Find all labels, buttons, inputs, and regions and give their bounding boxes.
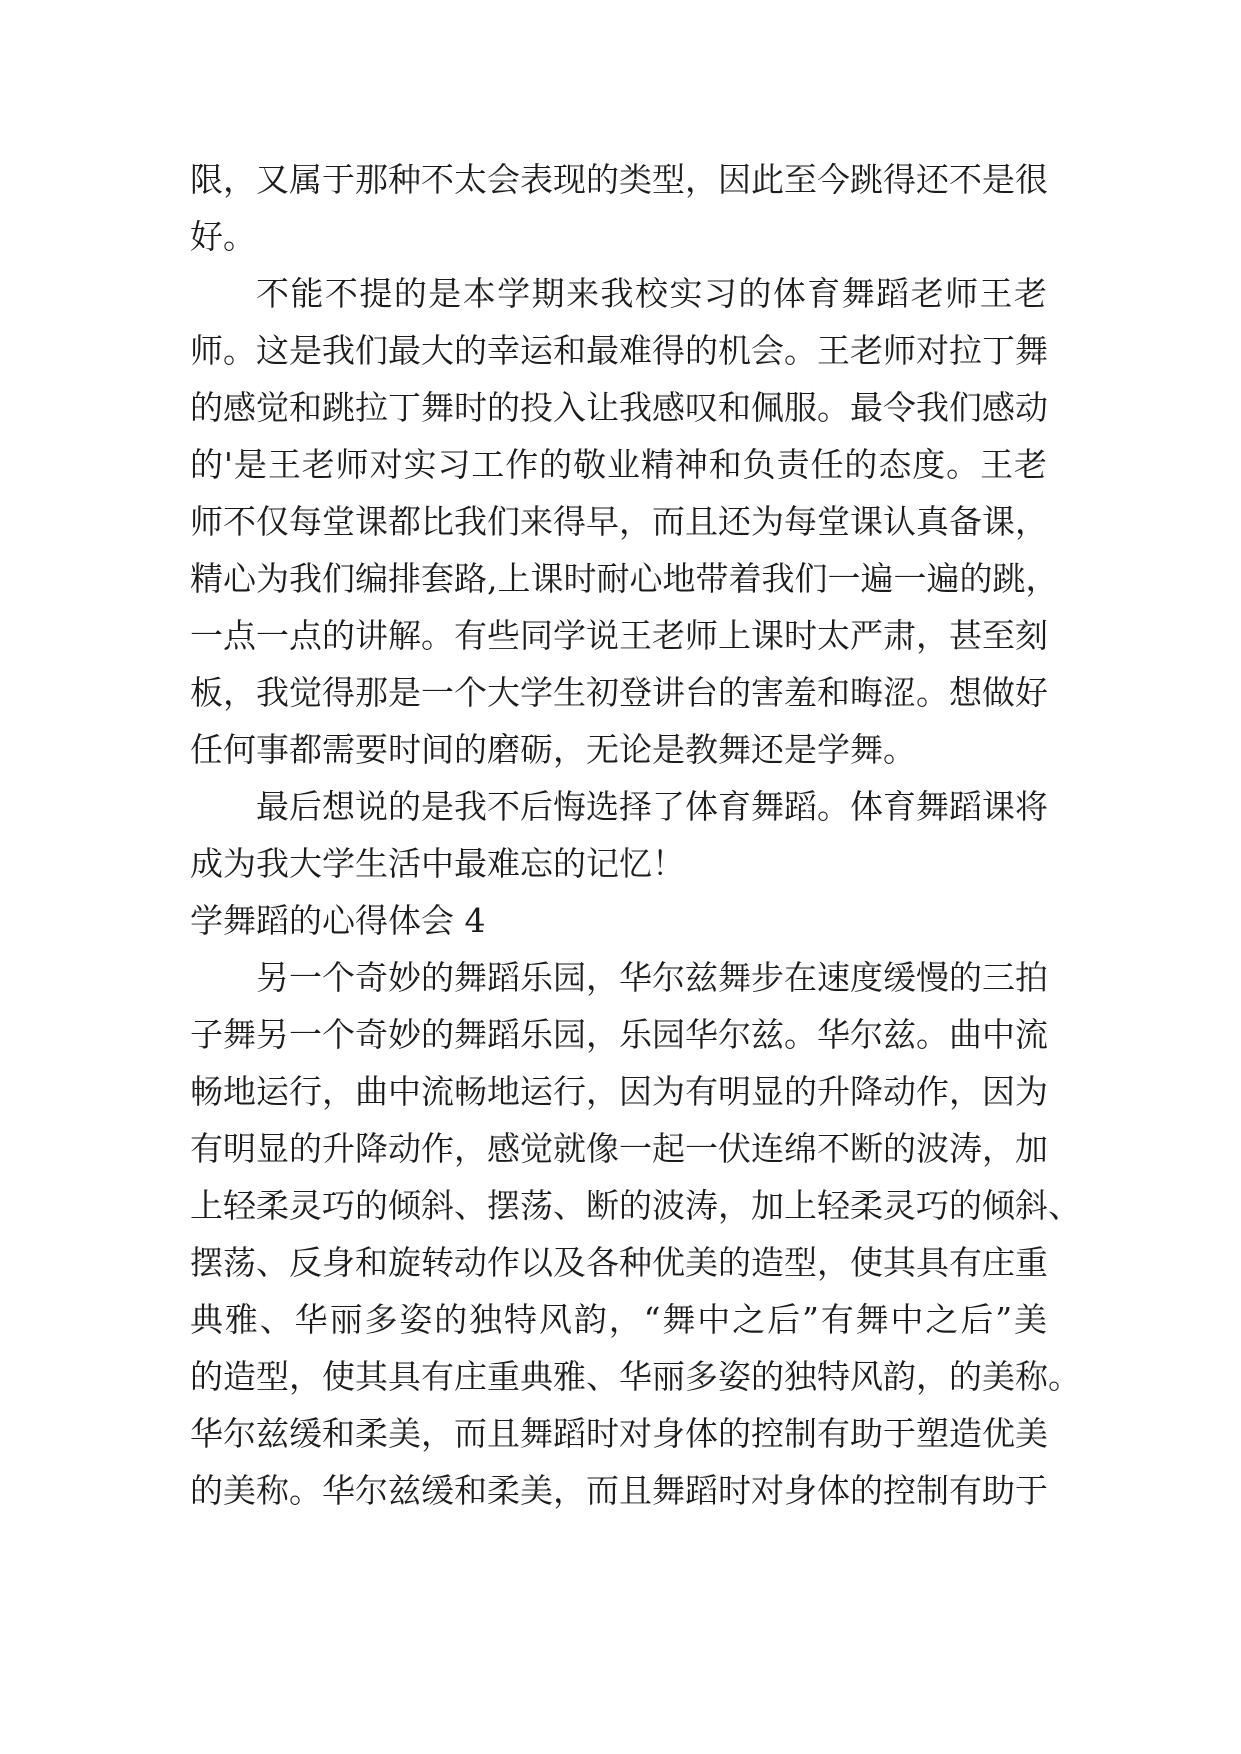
- paragraph-1-line-1: 限，又属于那种不太会表现的类型，因此至今跳得还不是很: [190, 160, 1048, 199]
- paragraph-4-line-6: 摆荡、反身和旋转动作以及各种优美的造型，使其具有庄重: [190, 1243, 1048, 1282]
- paragraph-2-line-7: 一点一点的讲解。有些同学说王老师上课时太严肃，甚至刻: [190, 616, 1048, 655]
- paragraph-4-line-5: 上轻柔灵巧的倾斜、摆荡、断的波涛，加上轻柔灵巧的倾斜、: [190, 1186, 1081, 1225]
- paragraph-1-line-2: 好。: [190, 217, 256, 256]
- paragraph-2-line-5: 师不仅每堂课都比我们来得早，而且还为每堂课认真备课，: [190, 502, 1048, 541]
- paragraph-4-line-8: 的造型，使其具有庄重典雅、华丽多姿的独特风韵，的美称。: [190, 1357, 1081, 1396]
- paragraph-3-line-2: 成为我大学生活中最难忘的记忆！: [190, 844, 685, 883]
- paragraph-4-line-3: 畅地运行，曲中流畅地运行，因为有明显的升降动作，因为: [190, 1072, 1048, 1111]
- paragraph-2-line-6: 精心为我们编排套路,上课时耐心地带着我们一遍一遍的跳，: [190, 559, 1059, 598]
- section-heading: 学舞蹈的心得体会 4: [190, 901, 486, 940]
- paragraph-2-line-1: 不能不提的是本学期来我校实习的体育舞蹈老师王老: [256, 274, 1047, 313]
- paragraph-2-line-3: 的感觉和跳拉丁舞时的投入让我感叹和佩服。最令我们感动: [190, 388, 1048, 427]
- paragraph-4-line-10: 的美称。华尔兹缓和柔美，而且舞蹈时对身体的控制有助于: [190, 1471, 1048, 1510]
- paragraph-4-line-4: 有明显的升降动作，感觉就像一起一伏连绵不断的波涛，加: [190, 1129, 1048, 1168]
- paragraph-4-line-1: 另一个奇妙的舞蹈乐园，华尔兹舞步在速度缓慢的三拍: [256, 958, 1048, 997]
- paragraph-4-line-2: 子舞另一个奇妙的舞蹈乐园，乐园华尔兹。华尔兹。曲中流: [190, 1015, 1048, 1054]
- paragraph-2-line-2: 师。这是我们最大的幸运和最难得的机会。王老师对拉丁舞: [190, 331, 1048, 370]
- paragraph-2-line-8: 板，我觉得那是一个大学生初登讲台的害羞和晦涩。想做好: [190, 673, 1048, 712]
- paragraph-2-line-4: 的'是王老师对实习工作的敬业精神和负责任的态度。王老: [190, 445, 1047, 484]
- paragraph-2-line-9: 任何事都需要时间的磨砺，无论是教舞还是学舞。: [190, 730, 916, 769]
- paragraph-3-line-1: 最后想说的是我不后悔选择了体育舞蹈。体育舞蹈课将: [256, 787, 1048, 826]
- paragraph-4-line-9: 华尔兹缓和柔美，而且舞蹈时对身体的控制有助于塑造优美: [190, 1414, 1048, 1453]
- paragraph-4-line-7: 典雅、华丽多姿的独特风韵，“舞中之后”有舞中之后”美: [190, 1300, 1047, 1339]
